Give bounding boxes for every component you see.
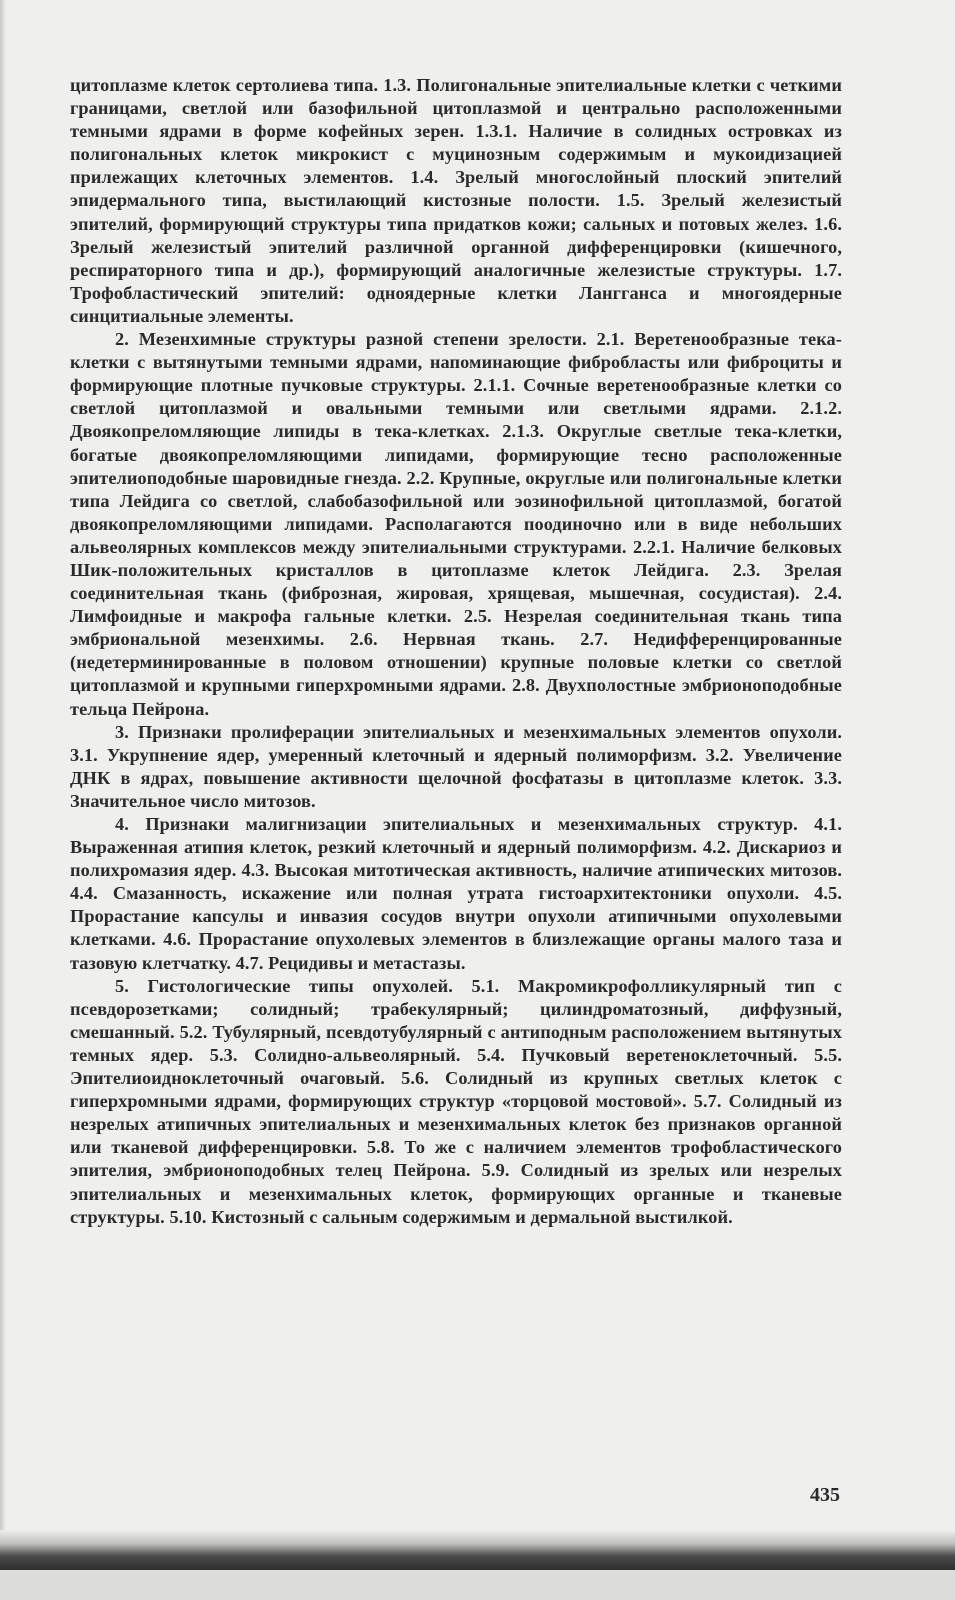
scan-background-strip [0,1570,955,1600]
page-bottom-edge-shadow [0,1530,955,1570]
paragraph-mesenchymal-structures: 2. Мезенхимные структуры разной степени зрелости. 2.1. Веретенообразные тека-клетки с вытянутыми темными ядрами, напоминающие фибробласты или фиброциты и формирующие плотные пучковые структуры. 2.1.1. Сочные веретенообразные клетки со светлой цитоплазмой и овальными темными или светлыми ядрами. 2.1.2. Двоякопреломляющие липиды в тека-клетках. 2.1.3. Округлые светлые тека-клетки, богатые двоякопреломляющими липидами, формирующие тесно расположенные эпителиоподобные шаровидные гнезда. 2.2. Крупные, округлые или полигональные клетки типа Лейдига со светлой, слабобазофильной или эозинофильной цитоплазмой, богатой двоякопреломляющими липидами. Располагаются поодиночно или в виде небольших альвеолярных комплексов между эпителиальными структурами. 2.2.1. Наличие белковых Шик-положительных кристаллов в цитоплазме клеток Лейдига. 2.3. Зрелая соединительная ткань (фиброзная, жировая, хрящевая, мышечная, сосудистая). 2.4. Лимфоидные и макрофа гальные клетки. 2.5. Незрелая соединительная ткань типа эмбриональной мезенхимы. 2.6. Нервная ткань. 2.7. Недифференцированные (недетерминированные в половом отношении) крупные половые клетки со светлой цитоплазмой и крупными гиперхромными ядрами. 2.8. Двухполостные эмбрионоподобные тельца Пейрона. [70,329,842,719]
page-number: 435 [810,1484,840,1506]
paragraph-malignancy-signs: 4. Признаки малигнизации эпителиальных и мезенхимальных структур. 4.1. Выраженная атипия клеток, резкий клеточный и ядерный полиморфизм. 4.2. Дискариоз и полихромазия ядер. 4.3. Высокая митотическая активность, наличие атипических митозов. 4.4. Смазанность, искажение или полная утрата гистоархитектоники опухоли. 4.5. Прорастание капсулы и инвазия сосудов внутри опухоли атипичными опухолевыми клетками. 4.6. Прорастание опухолевых элементов в близлежащие органы малого таза и тазовую клетчатку. 4.7. Рецидивы и метастазы. [70,814,842,973]
paragraph-proliferation-signs: 3. Признаки пролиферации эпителиальных и мезенхимальных элементов опухоли. 3.1. Укрупнение ядер, умеренный клеточный и ядерный полиморфизм. 3.2. Увеличение ДНК в ядрах, повышение активности щелочной фосфатазы в цитоплазме клеток. 3.3. Значительное число митозов. [70,721,842,811]
paragraph-histological-types: 5. Гистологические типы опухолей. 5.1. Макромикрофолликулярный тип с псевдорозетками; солидный; трабекулярный; цилиндроматозный, диффузный, смешанный. 5.2. Тубулярный, псевдотубулярный с антиподным расположением вытянутых темных ядер. 5.3. Солидно-альвеолярный. 5.4. Пучковый веретеноклеточный. 5.5. Эпителиоидноклеточный очаговый. 5.6. Солидный из крупных светлых клеток с гиперхромными ядрами, формирующих структур «торцовой мостовой». 5.7. Солидный из незрелых атипичных эпителиальных и мезенхимальных клеток без признаков органной или тканевой дифференцировки. 5.8. То же с наличием элементов трофобластического эпителия, эмбрионоподобных телец Пейрона. 5.9. Солидный из зрелых или незрелых эпителиальных и мезенхимальных клеток, формирующих органные и тканевые структуры. 5.10. Кистозный с сальным содержимым и дермальной выстилкой. [70,975,842,1227]
paragraph-continuation-1: цитоплазме клеток сертолиева типа. 1.3. Полигональные эпителиальные клетки с четкими границами, светлой или базофильной цитоплазмой и центрально расположенными темными ядрами в форме кофейных зерен. 1.3.1. Наличие в солидных островках из полигональных клеток микрокист с муцинозным содержимым и мукоидизацией прилежащих клеточных элементов. 1.4. Зрелый многослойный плоский эпителий эпидермального типа, выстилающий кистозные полости. 1.5. Зрелый железистый эпителий, формирующий структуры типа придатков кожи; сальных и потовых желез. 1.6. Зрелый железистый эпителий различной органной дифференцировки (кишечного, респираторного типа и др.), формирующий аналогичные железистые структуры. 1.7. Трофобластический эпителий: одноядерные клетки Лангганса и многоядерные синцитиальные элементы. [70,75,842,326]
body-text [70,74,842,1229]
page-gutter-shadow [0,0,6,1555]
